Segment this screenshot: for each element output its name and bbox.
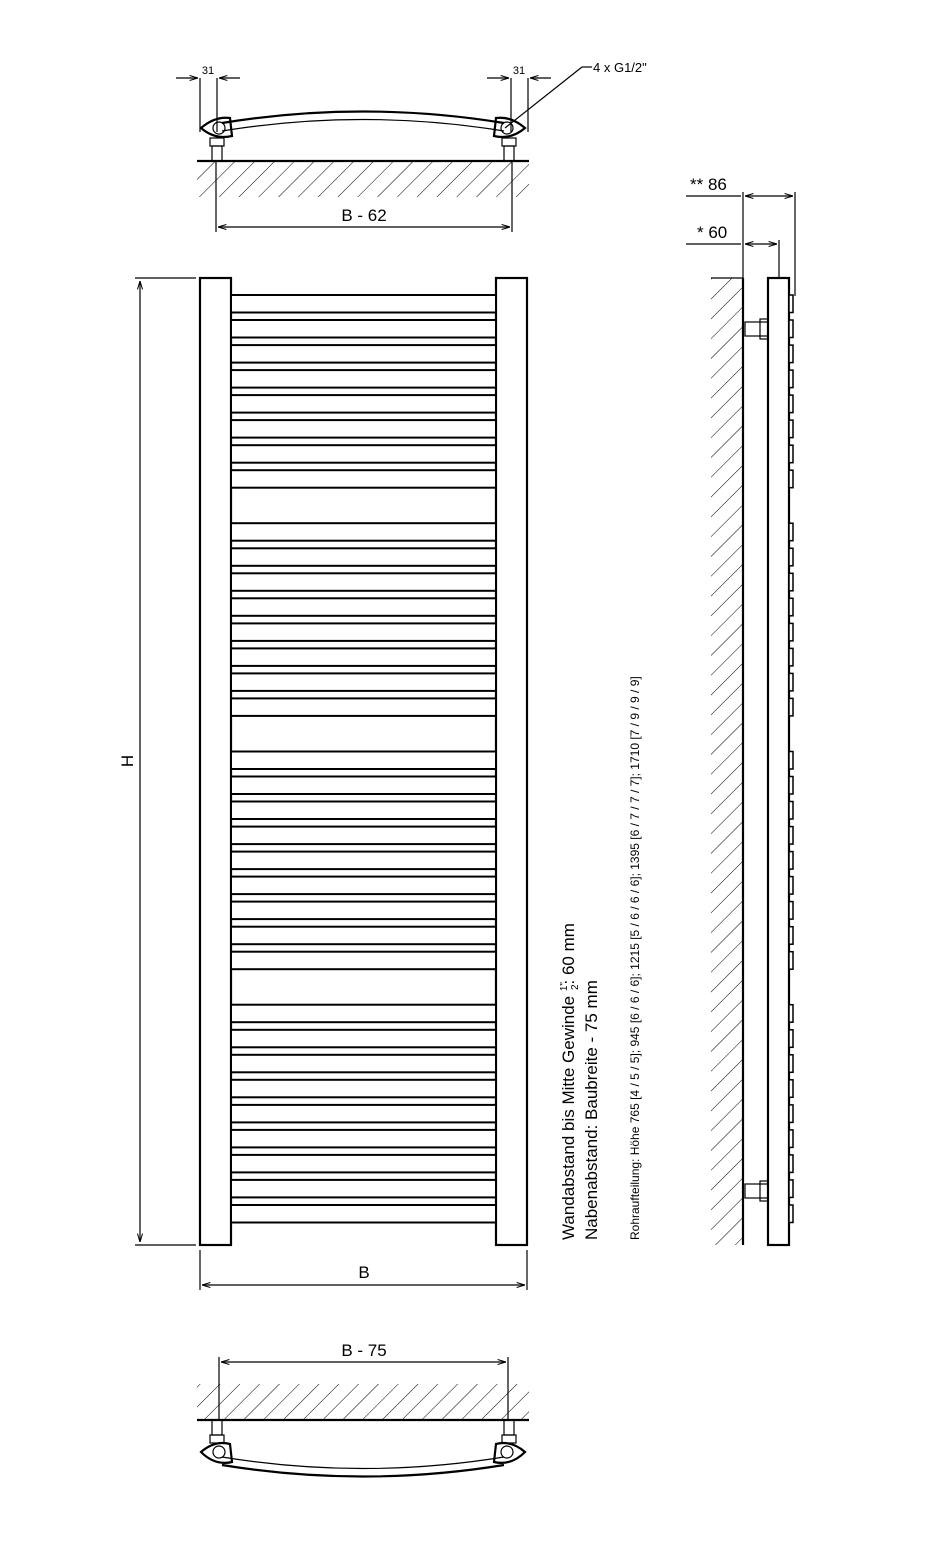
side-tube-21 — [789, 852, 793, 870]
top-width-label: B - 62 — [341, 206, 387, 225]
bottom-view — [197, 1341, 529, 1477]
side-tube-16 — [789, 698, 793, 716]
front-tube-29 — [231, 1080, 496, 1098]
front-tube-26 — [231, 1005, 496, 1023]
side-tube-30 — [789, 1105, 793, 1123]
front-tubes — [231, 295, 496, 1223]
note-wall-distance: Wandabstand bis Mitte Gewinde $^{1"}$2: 60 mm — [559, 923, 581, 1240]
front-tube-19 — [231, 802, 496, 820]
side-tubes — [789, 295, 793, 1223]
front-tube-2 — [231, 320, 496, 338]
front-tube-10 — [231, 548, 496, 566]
front-tube-18 — [231, 777, 496, 795]
side-tube-3 — [789, 345, 793, 363]
front-tube-12 — [231, 598, 496, 616]
side-tube-27 — [789, 1030, 793, 1048]
top-dim-left-31: 31 — [201, 65, 215, 77]
front-tube-13 — [231, 623, 496, 641]
front-tube-20 — [231, 827, 496, 845]
side-tube-7 — [789, 445, 793, 463]
top-wall-hatch — [197, 161, 529, 197]
side-tube-28 — [789, 1055, 793, 1073]
front-tube-4 — [231, 370, 496, 388]
front-tube-28 — [231, 1055, 496, 1073]
front-tube-30 — [231, 1105, 496, 1123]
side-tube-8 — [789, 470, 793, 488]
side-tube-14 — [789, 648, 793, 666]
side-collector — [768, 278, 789, 1245]
side-tube-18 — [789, 777, 793, 795]
side-tube-26 — [789, 1005, 793, 1023]
front-view — [118, 278, 527, 1290]
side-wall-hatch — [711, 278, 743, 1245]
side-tube-22 — [789, 877, 793, 895]
front-tube-23 — [231, 902, 496, 920]
front-tube-15 — [231, 673, 496, 691]
right-collector — [496, 278, 527, 1245]
note-hub-distance: Nabenabstand: Baubreite - 75 mm — [582, 980, 601, 1240]
side-tube-17 — [789, 752, 793, 770]
front-tube-11 — [231, 573, 496, 591]
side-tube-1 — [789, 295, 793, 313]
front-tube-27 — [231, 1030, 496, 1048]
height-label: H — [118, 754, 137, 768]
top-dim-right-31: 31 — [512, 65, 526, 77]
side-tube-6 — [789, 420, 793, 438]
side-view — [686, 175, 795, 1245]
side-tube-29 — [789, 1080, 793, 1098]
front-tube-7 — [231, 445, 496, 463]
front-tube-33 — [231, 1180, 496, 1198]
side-tube-5 — [789, 395, 793, 413]
left-collector — [200, 278, 231, 1245]
front-tube-34 — [231, 1205, 496, 1223]
side-tube-13 — [789, 623, 793, 641]
top-view — [176, 60, 647, 232]
connection-label: 4 x G1/2" — [593, 60, 647, 75]
front-tube-17 — [231, 752, 496, 770]
side-tube-9 — [789, 523, 793, 541]
side-tube-23 — [789, 902, 793, 920]
side-dim-60: * 60 — [697, 223, 728, 242]
front-tube-8 — [231, 470, 496, 488]
side-tube-2 — [789, 320, 793, 338]
side-tube-19 — [789, 802, 793, 820]
front-tube-25 — [231, 952, 496, 970]
front-tube-16 — [231, 698, 496, 716]
front-tube-1 — [231, 295, 496, 313]
side-tube-33 — [789, 1180, 793, 1198]
front-tube-9 — [231, 523, 496, 541]
front-tube-5 — [231, 395, 496, 413]
side-tube-31 — [789, 1130, 793, 1148]
front-tube-14 — [231, 648, 496, 666]
side-dim-86: ** 86 — [690, 175, 727, 194]
front-tube-22 — [231, 877, 496, 895]
side-tube-15 — [789, 673, 793, 691]
front-tube-21 — [231, 852, 496, 870]
side-tube-10 — [789, 548, 793, 566]
side-tube-34 — [789, 1205, 793, 1223]
side-tube-32 — [789, 1155, 793, 1173]
side-tube-11 — [789, 573, 793, 591]
front-tube-3 — [231, 345, 496, 363]
front-tube-6 — [231, 420, 496, 438]
side-tube-4 — [789, 370, 793, 388]
width-label: B — [358, 1263, 370, 1282]
side-tube-12 — [789, 598, 793, 616]
side-tube-20 — [789, 827, 793, 845]
front-tube-32 — [231, 1155, 496, 1173]
side-tube-24 — [789, 927, 793, 945]
side-tube-25 — [789, 952, 793, 970]
bottom-wall-hatch — [197, 1384, 529, 1420]
bottom-width-label: B - 75 — [341, 1341, 387, 1360]
front-tube-31 — [231, 1130, 496, 1148]
notes — [559, 676, 642, 1240]
front-tube-24 — [231, 927, 496, 945]
note-tube-distribution: Rohraufteilung: Höhe 765 [4 / 5 / 5]; 945 [6 / 6 / 6]; 1215 [5 / 6 / 6 / 6]; 1395 [6 / 7 / 7 / 7]; 1710 [7 / 9 / 9 / 9] — [628, 676, 642, 1240]
